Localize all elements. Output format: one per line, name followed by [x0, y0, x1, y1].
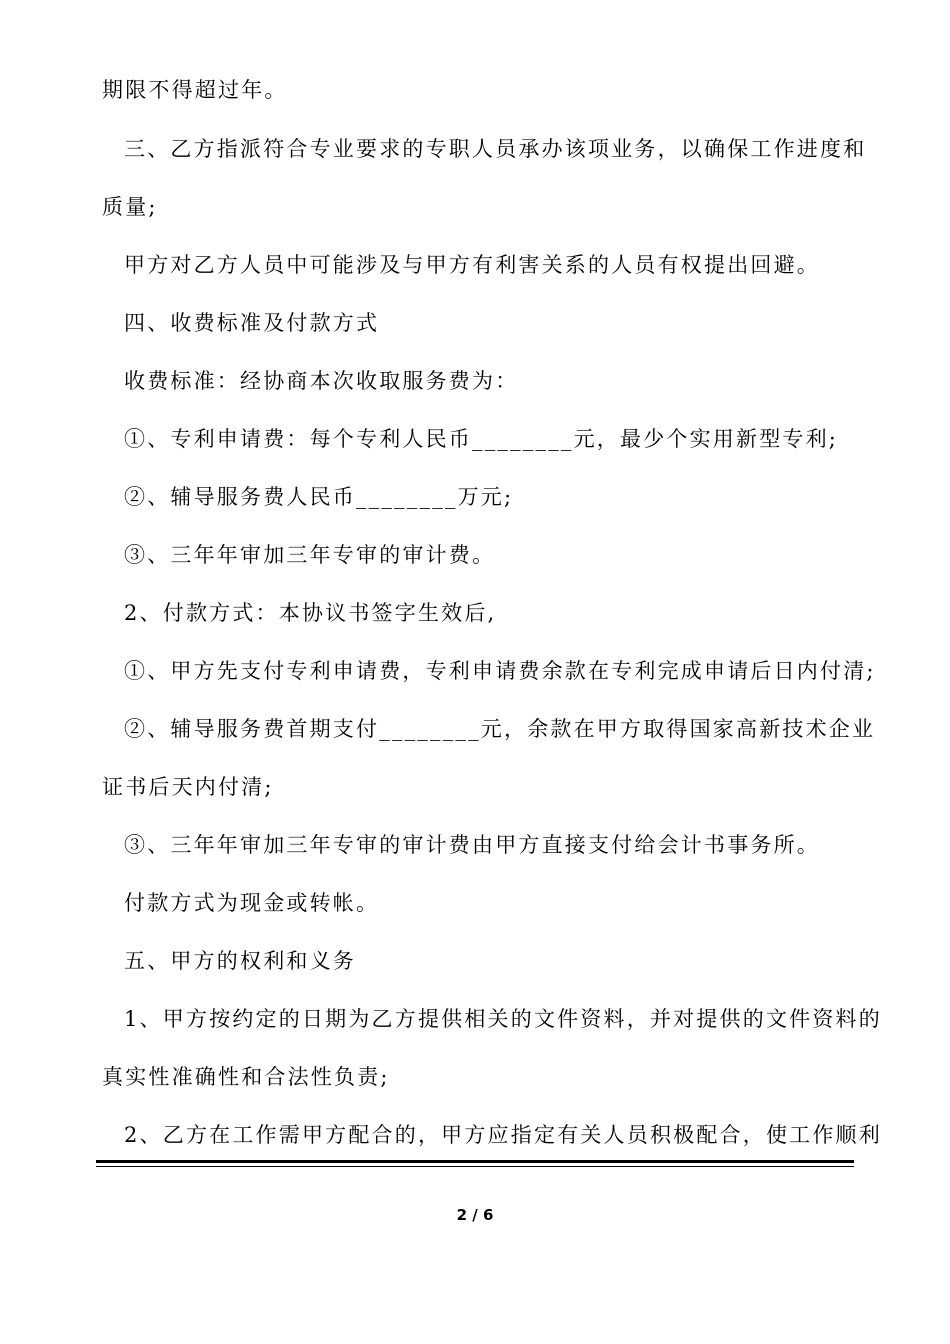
text-line-4: 甲方对乙方人员中可能涉及与甲方有利害关系的人员有权提出回避。	[124, 253, 820, 277]
page-number: 2 / 6	[456, 1206, 494, 1224]
text-line-11: ①、甲方先支付专利申请费，专利申请费余款在专利完成申请后日内付清;	[124, 659, 876, 683]
text-line-9: ③、三年年审加三年专审的审计费。	[124, 543, 496, 567]
text-line-13: 证书后天内付清;	[102, 775, 274, 799]
text-line-14: ③、三年年审加三年专审的审计费由甲方直接支付给会计书事务所。	[124, 833, 820, 857]
text-line-12: ②、辅导服务费首期支付________元，余款在甲方取得国家高新技术企业	[124, 717, 876, 741]
text-line-6: 收费标准：经协商本次收取服务费为：	[124, 369, 519, 393]
text-line-3: 质量;	[102, 195, 158, 219]
text-line-15: 付款方式为现金或转帐。	[124, 891, 380, 915]
text-line-19: 2、乙方在工作需甲方配合的，甲方应指定有关人员积极配合，使工作顺利	[124, 1123, 882, 1147]
text-line-8: ②、辅导服务费人民币________万元;	[124, 485, 514, 509]
text-line-17: 1、甲方按约定的日期为乙方提供相关的文件资料，并对提供的文件资料的	[124, 1007, 882, 1031]
text-line-16: 五、甲方的权利和义务	[124, 949, 356, 973]
footer-rule-thick	[96, 1160, 854, 1163]
text-line-7: ①、专利申请费：每个专利人民币________元，最少个实用新型专利;	[124, 427, 839, 451]
text-line-2: 三、乙方指派符合专业要求的专职人员承办该项业务，以确保工作进度和	[124, 137, 867, 161]
text-line-18: 真实性准确性和合法性负责;	[102, 1065, 390, 1089]
text-line-10: 2、付款方式：本协议书签字生效后,	[124, 601, 497, 625]
text-line-1: 期限不得超过年。	[102, 78, 288, 102]
footer-rule-thin	[96, 1166, 854, 1167]
text-line-5: 四、收费标准及付款方式	[124, 311, 380, 335]
